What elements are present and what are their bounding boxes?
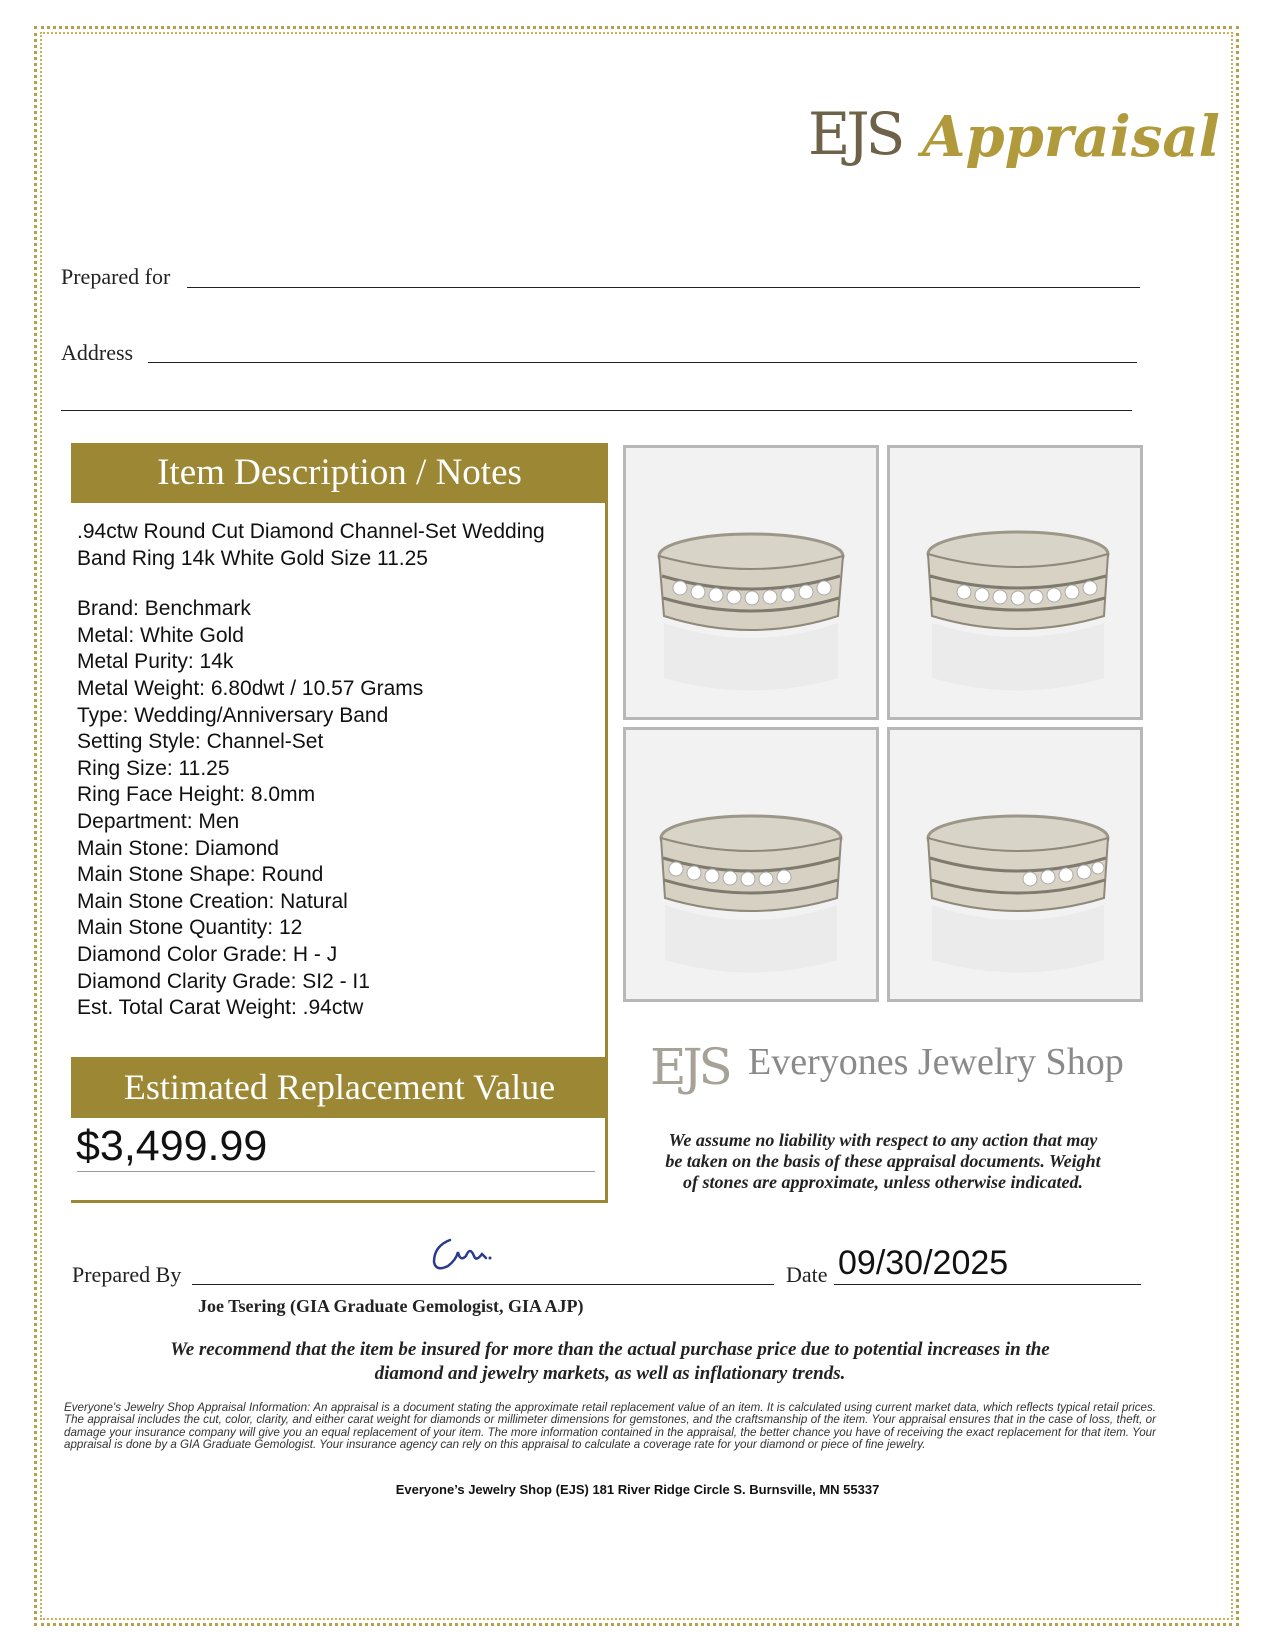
item-summary-line: .94ctw Round Cut Diamond Channel-Set Wedding	[77, 520, 545, 543]
spec-main-stone-creation: Main Stone Creation: Natural	[77, 889, 348, 913]
shop-name: Everyones Jewelry Shop	[748, 1041, 1124, 1083]
prepared-by-field[interactable]	[192, 1284, 774, 1285]
spec-department: Department: Men	[77, 809, 240, 833]
date-field[interactable]	[834, 1284, 1141, 1285]
ring-photo-3-image	[626, 730, 876, 999]
address-field-line2[interactable]	[61, 410, 1132, 411]
spec-metal-weight: Metal Weight: 6.80dwt / 10.57 Grams	[77, 676, 424, 700]
spec-main-stone: Main Stone: Diamond	[77, 836, 279, 860]
spec-main-stone-shape: Main Stone Shape: Round	[77, 863, 324, 887]
ring-photo-1	[623, 445, 879, 720]
replacement-value-underline	[77, 1171, 595, 1172]
address-label: Address	[61, 340, 134, 365]
replacement-value: $3,499.99	[76, 1122, 268, 1170]
ring-photo-1-image	[626, 448, 876, 717]
handwritten-signature	[428, 1232, 498, 1276]
item-description-heading: Item Description / Notes	[71, 443, 608, 503]
spec-ring-size: Ring Size: 11.25	[77, 756, 230, 780]
replacement-value-heading: Estimated Replacement Value	[71, 1057, 608, 1118]
ejs-logo-monogram: EJS	[808, 100, 902, 168]
appraisal-fine-print: Everyone's Jewelry Shop Appraisal Information: An appraisal is a document stating the approximate retail replacement value of an item. It is calculated using current market data, which reflects typical retail prices. The appraisal includes the cut, color, clarity, and either carat weight for diamonds or millimeter dimensions for gemstones, and the craftsmanship of the item. Your appraisal ensures that in the case of loss, theft, or damage your insurance company will give you an equal replacement of your item. The more information contained in the appraisal, the better chance you have of receiving the exact replacement for that item. Your appraisal is done by a GIA Graduate Gemologist. Your insurance agency can rely on this appraisal to calculate a coverage rate for your diamond or piece of fine jewelry.	[64, 1401, 1156, 1452]
spec-metal: Metal: White Gold	[77, 623, 244, 647]
ring-photo-3	[623, 727, 879, 1002]
signature-mark	[428, 1232, 498, 1281]
item-description-text	[77, 519, 602, 1022]
disclaimer-line: of stones are approximate, unless otherwise indicated.	[682, 1172, 1084, 1192]
disclaimer-line: be taken on the basis of these appraisal documents. Weight	[665, 1151, 1101, 1171]
appraiser-name: Joe Tsering (GIA Graduate Gemologist, GIA AJP)	[198, 1296, 584, 1316]
spec-diamond-color-grade: Diamond Color Grade: H - J	[77, 942, 338, 966]
spec-ring-face-height: Ring Face Height: 8.0mm	[77, 783, 316, 807]
spec-metal-purity: Metal Purity: 14k	[77, 650, 234, 674]
prepared-for-label: Prepared for	[61, 264, 171, 289]
recommendation-line: We recommend that the item be insured for more than the actual purchase price due to potential increases in the	[170, 1339, 1050, 1360]
address-field-line1[interactable]	[148, 362, 1137, 363]
ejs-logo	[808, 100, 908, 210]
recommendation-line: diamond and jewelry markets, as well as inflationary trends.	[374, 1363, 846, 1384]
appraisal-title: Appraisal	[922, 104, 1220, 170]
spec-total-carat-weight: Est. Total Carat Weight: .94ctw	[77, 996, 364, 1020]
ring-photo-2	[887, 445, 1143, 720]
prepared-for-field[interactable]	[187, 287, 1140, 288]
spec-main-stone-quantity: Main Stone Quantity: 12	[77, 916, 303, 940]
spec-diamond-clarity-grade: Diamond Clarity Grade: SI2 - I1	[77, 969, 370, 993]
prepared-by-label: Prepared By	[72, 1262, 182, 1287]
spec-type: Type: Wedding/Anniversary Band	[77, 703, 389, 727]
insurance-recommendation	[70, 1338, 1150, 1386]
ring-photo-4	[887, 727, 1143, 1002]
disclaimer-line: We assume no liability with respect to any action that may	[668, 1130, 1098, 1150]
spec-setting-style: Setting Style: Channel-Set	[77, 730, 324, 754]
item-summary-line: Band Ring 14k White Gold Size 11.25	[77, 546, 428, 570]
date-label: Date	[786, 1262, 828, 1287]
footer-address: Everyone’s Jewelry Shop (EJS) 181 River Ridge Circle S. Burnsville, MN 55337	[395, 1482, 880, 1497]
spec-brand: Brand: Benchmark	[77, 597, 251, 621]
ring-photo-4-image	[890, 730, 1140, 999]
date-value: 09/30/2025	[838, 1244, 1009, 1282]
shop-logo-monogram: EJS	[650, 1038, 729, 1096]
liability-disclaimer	[622, 1130, 1144, 1193]
ring-photo-2-image	[890, 448, 1140, 717]
